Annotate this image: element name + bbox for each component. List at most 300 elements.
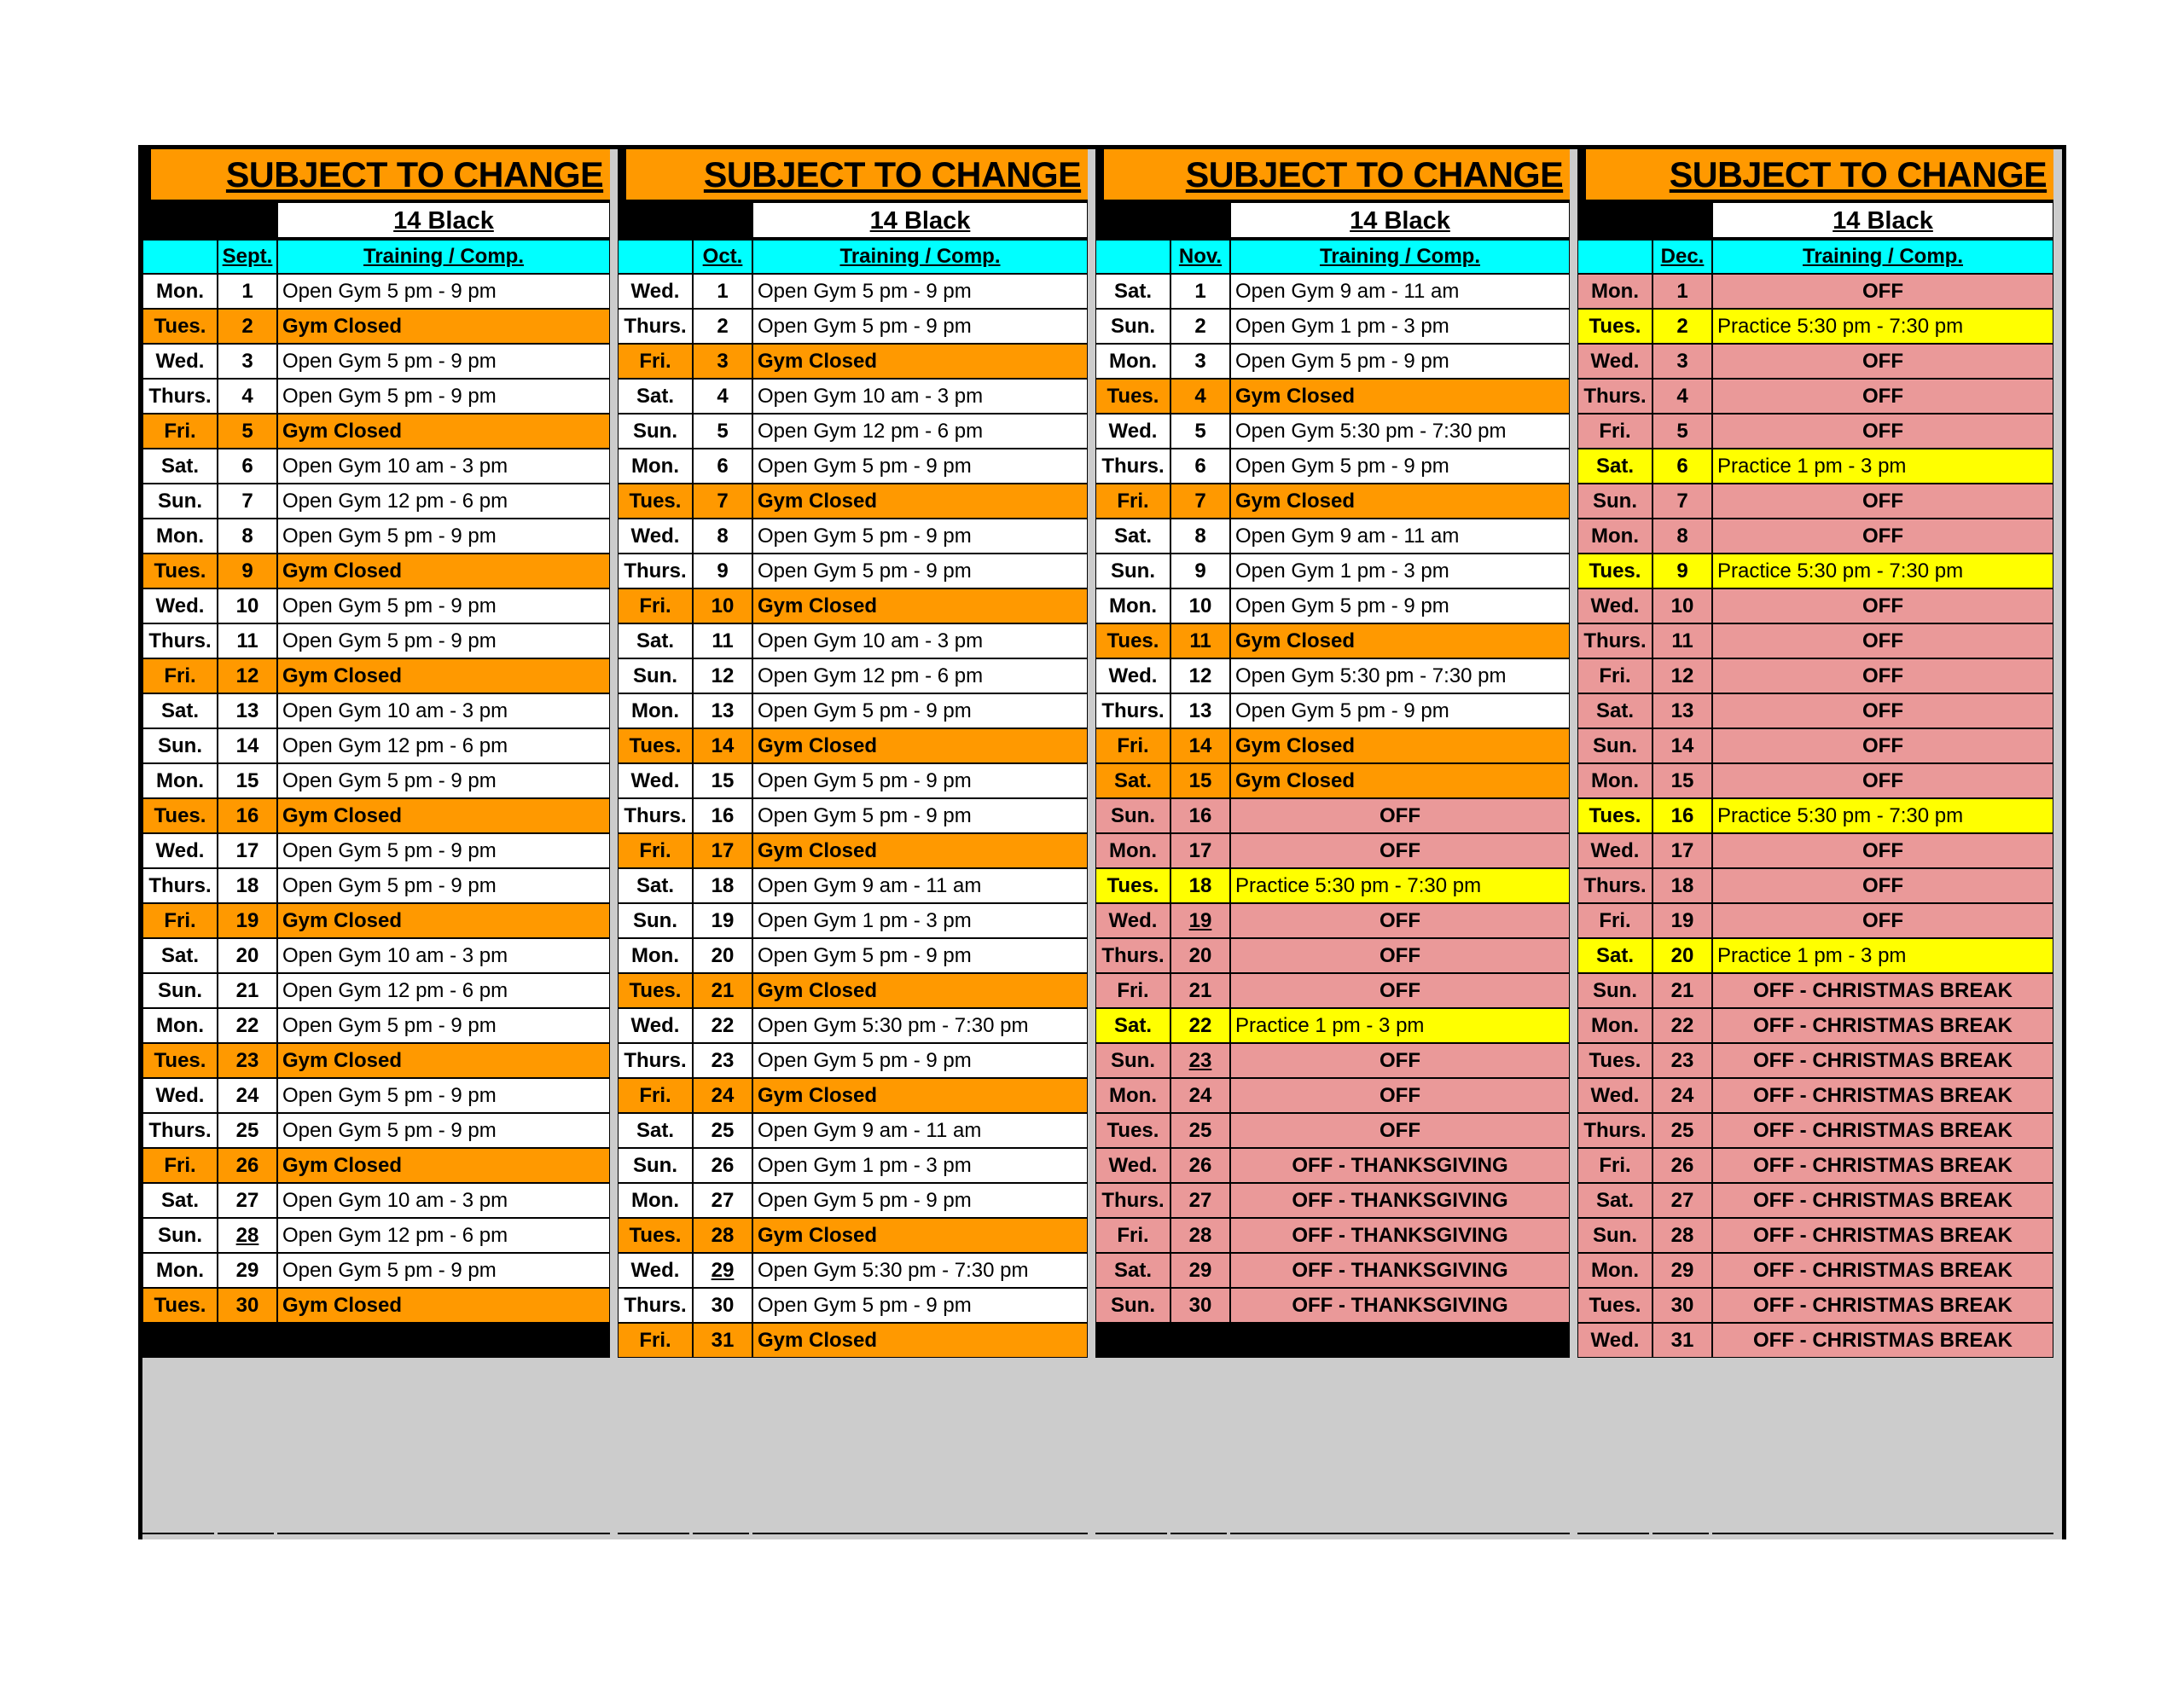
date-cell: 4 <box>693 379 752 414</box>
day-cell: Wed. <box>618 519 693 554</box>
day-cell: Thurs. <box>1577 1113 1653 1148</box>
activity-cell: Open Gym 5:30 pm - 7:30 pm <box>1230 414 1570 449</box>
date-cell: 29 <box>693 1253 752 1288</box>
day-cell: Tues. <box>1095 379 1170 414</box>
table-row <box>1095 414 1570 449</box>
activity-cell: OFF - CHRISTMAS BREAK <box>1712 1113 2053 1148</box>
date-cell: 11 <box>1170 623 1230 658</box>
day-cell: Tues. <box>1577 798 1653 833</box>
day-cell: Mon. <box>142 1253 218 1288</box>
bottom-rule-segment <box>277 1533 610 1534</box>
bottom-rule-segment <box>1653 1533 1709 1534</box>
table-row <box>142 1218 610 1253</box>
table-row <box>1577 623 2053 658</box>
table-row <box>618 658 1088 693</box>
date-cell: 7 <box>1170 484 1230 519</box>
activity-cell: Gym Closed <box>277 798 610 833</box>
table-row <box>142 938 610 973</box>
table-row <box>1577 1253 2053 1288</box>
activity-cell: Gym Closed <box>277 658 610 693</box>
activity-cell: Open Gym 12 pm - 6 pm <box>277 484 610 519</box>
date-cell: 23 <box>693 1043 752 1078</box>
day-cell: Sun. <box>1095 798 1170 833</box>
table-row <box>142 973 610 1008</box>
date-cell: 11 <box>1653 623 1712 658</box>
activity-cell: Open Gym 12 pm - 6 pm <box>277 1218 610 1253</box>
day-cell: Tues. <box>618 973 693 1008</box>
date-cell: 17 <box>693 833 752 868</box>
table-row <box>1095 728 1570 763</box>
table-row <box>1095 309 1570 344</box>
activity-cell: OFF - CHRISTMAS BREAK <box>1712 1043 2053 1078</box>
team-name: 14 Black <box>277 202 610 238</box>
day-cell: Sat. <box>1577 1183 1653 1218</box>
date-cell: 19 <box>1170 903 1230 938</box>
table-row <box>1577 344 2053 379</box>
activity-cell: Open Gym 5 pm - 9 pm <box>277 623 610 658</box>
activity-cell: Gym Closed <box>277 903 610 938</box>
table-row <box>618 1043 1088 1078</box>
day-cell: Sun. <box>618 414 693 449</box>
table-row <box>1577 1043 2053 1078</box>
month-block-oct <box>618 149 1088 1358</box>
table-row <box>1095 623 1570 658</box>
day-cell: Thurs. <box>1577 868 1653 903</box>
day-cell: Mon. <box>618 1183 693 1218</box>
subject-to-change-banner: SUBJECT TO CHANGE <box>1104 149 1570 202</box>
activity-cell: Open Gym 5 pm - 9 pm <box>752 1288 1088 1323</box>
activity-cell: Gym Closed <box>1230 763 1570 798</box>
activity-cell: Gym Closed <box>277 414 610 449</box>
date-cell: 28 <box>1653 1218 1712 1253</box>
date-cell: 30 <box>218 1288 277 1323</box>
table-row <box>1095 1008 1570 1043</box>
date-cell: 30 <box>693 1288 752 1323</box>
day-cell: Sun. <box>142 1218 218 1253</box>
day-cell: Fri. <box>618 1078 693 1113</box>
team-row <box>618 202 1088 240</box>
table-row <box>618 519 1088 554</box>
month-block-sept <box>142 149 610 1358</box>
activity-cell: Open Gym 5 pm - 9 pm <box>752 693 1088 728</box>
table-row <box>618 728 1088 763</box>
bottom-rule-segment <box>142 1533 214 1534</box>
date-cell: 20 <box>693 938 752 973</box>
activity-cell: OFF - CHRISTMAS BREAK <box>1712 1008 2053 1043</box>
table-row <box>1577 763 2053 798</box>
activity-cell: Open Gym 5 pm - 9 pm <box>752 763 1088 798</box>
activity-cell: OFF <box>1230 833 1570 868</box>
table-row <box>1095 1288 1570 1323</box>
month-column-header: Dec. <box>1653 240 1712 274</box>
activity-cell: Open Gym 5 pm - 9 pm <box>752 1043 1088 1078</box>
table-row <box>142 1078 610 1113</box>
activity-cell: Open Gym 5 pm - 9 pm <box>277 588 610 623</box>
table-row <box>618 1218 1088 1253</box>
bottom-rule-segment <box>1170 1533 1227 1534</box>
date-cell: 12 <box>218 658 277 693</box>
activity-cell: OFF - THANKSGIVING <box>1230 1253 1570 1288</box>
table-row <box>1095 379 1570 414</box>
table-row <box>1577 1323 2053 1358</box>
date-cell: 3 <box>1653 344 1712 379</box>
table-row <box>142 1113 610 1148</box>
day-cell: Fri. <box>618 1323 693 1358</box>
date-cell: 3 <box>218 344 277 379</box>
activity-cell: Open Gym 5 pm - 9 pm <box>752 274 1088 309</box>
activity-cell: OFF <box>1230 1078 1570 1113</box>
date-cell: 27 <box>1653 1183 1712 1218</box>
table-row <box>618 1113 1088 1148</box>
column-header-row <box>1577 240 2053 274</box>
table-row <box>1095 833 1570 868</box>
bottom-rule-segment <box>1230 1533 1570 1534</box>
table-row <box>1095 1043 1570 1078</box>
day-cell: Thurs. <box>142 623 218 658</box>
day-cell: Sun. <box>1577 728 1653 763</box>
date-cell: 1 <box>1170 274 1230 309</box>
date-cell: 4 <box>218 379 277 414</box>
activity-cell: OFF <box>1712 344 2053 379</box>
table-row <box>1577 1218 2053 1253</box>
table-row <box>142 1008 610 1043</box>
day-cell: Sat. <box>1577 693 1653 728</box>
subject-to-change-banner: SUBJECT TO CHANGE <box>626 149 1088 202</box>
day-cell: Tues. <box>1095 623 1170 658</box>
activity-cell: Open Gym 5 pm - 9 pm <box>277 1008 610 1043</box>
date-cell: 18 <box>218 868 277 903</box>
activity-cell: OFF - CHRISTMAS BREAK <box>1712 1323 2053 1358</box>
table-row <box>142 1288 610 1323</box>
date-cell: 16 <box>218 798 277 833</box>
table-row <box>618 1008 1088 1043</box>
table-row <box>618 868 1088 903</box>
table-row <box>142 309 610 344</box>
date-cell: 26 <box>1170 1148 1230 1183</box>
activity-cell: Open Gym 5:30 pm - 7:30 pm <box>752 1008 1088 1043</box>
activity-cell: OFF <box>1712 693 2053 728</box>
table-row <box>618 588 1088 623</box>
month-column-header: Nov. <box>1170 240 1230 274</box>
team-row <box>142 202 610 240</box>
date-cell: 3 <box>693 344 752 379</box>
day-cell: Mon. <box>142 1008 218 1043</box>
day-cell: Wed. <box>1577 588 1653 623</box>
day-cell: Tues. <box>1577 309 1653 344</box>
date-cell: 22 <box>1170 1008 1230 1043</box>
day-cell: Thurs. <box>618 1043 693 1078</box>
table-row <box>1095 554 1570 588</box>
activity-cell: OFF - THANKSGIVING <box>1230 1288 1570 1323</box>
activity-cell: Gym Closed <box>277 309 610 344</box>
activity-cell: Open Gym 5 pm - 9 pm <box>752 798 1088 833</box>
table-row <box>1577 903 2053 938</box>
activity-cell: OFF - CHRISTMAS BREAK <box>1712 1253 2053 1288</box>
bottom-rule-lines <box>142 1533 2062 1535</box>
activity-cell: OFF - THANKSGIVING <box>1230 1148 1570 1183</box>
date-cell: 21 <box>218 973 277 1008</box>
activity-cell: Open Gym 10 am - 3 pm <box>277 938 610 973</box>
activity-cell: Gym Closed <box>752 344 1088 379</box>
table-row <box>618 693 1088 728</box>
table-row <box>142 1043 610 1078</box>
day-cell: Wed. <box>1577 1323 1653 1358</box>
day-cell: Fri. <box>1577 1148 1653 1183</box>
activity-cell: Open Gym 5 pm - 9 pm <box>277 833 610 868</box>
date-cell: 31 <box>693 1323 752 1358</box>
day-cell: Thurs. <box>618 1288 693 1323</box>
table-row <box>1577 658 2053 693</box>
date-cell: 8 <box>693 519 752 554</box>
table-row <box>618 1078 1088 1113</box>
activity-cell: Open Gym 5 pm - 9 pm <box>1230 344 1570 379</box>
date-cell: 10 <box>1170 588 1230 623</box>
date-cell: 6 <box>1653 449 1712 484</box>
activity-column-header: Training / Comp. <box>277 240 610 274</box>
table-row <box>618 903 1088 938</box>
activity-cell: Gym Closed <box>277 1288 610 1323</box>
day-cell: Mon. <box>1095 1078 1170 1113</box>
activity-column-header: Training / Comp. <box>752 240 1088 274</box>
table-row <box>1577 414 2053 449</box>
date-cell: 15 <box>218 763 277 798</box>
day-cell: Mon. <box>1577 274 1653 309</box>
day-cell: Fri. <box>142 414 218 449</box>
day-cell: Wed. <box>1095 414 1170 449</box>
table-row <box>1577 1288 2053 1323</box>
month-column-header: Oct. <box>693 240 752 274</box>
date-cell: 27 <box>693 1183 752 1218</box>
day-cell: Mon. <box>618 449 693 484</box>
date-cell: 21 <box>1170 973 1230 1008</box>
activity-cell: OFF - THANKSGIVING <box>1230 1183 1570 1218</box>
table-row <box>618 833 1088 868</box>
date-cell: 7 <box>693 484 752 519</box>
team-row-blank <box>618 202 752 240</box>
activity-cell: OFF <box>1712 833 2053 868</box>
table-row <box>1095 693 1570 728</box>
activity-cell: OFF - THANKSGIVING <box>1230 1218 1570 1253</box>
table-row <box>1577 833 2053 868</box>
date-cell: 17 <box>218 833 277 868</box>
day-cell: Thurs. <box>618 798 693 833</box>
day-cell: Sat. <box>1577 938 1653 973</box>
day-cell: Thurs. <box>1577 623 1653 658</box>
table-row <box>618 1323 1088 1358</box>
day-cell: Tues. <box>142 1288 218 1323</box>
activity-cell: Open Gym 5 pm - 9 pm <box>752 309 1088 344</box>
day-column-header <box>142 240 218 274</box>
day-cell: Tues. <box>618 484 693 519</box>
table-row <box>618 344 1088 379</box>
activity-cell: Open Gym 5 pm - 9 pm <box>277 1113 610 1148</box>
table-row <box>1095 868 1570 903</box>
date-cell: 17 <box>1170 833 1230 868</box>
day-cell: Tues. <box>1577 1043 1653 1078</box>
table-row <box>1577 554 2053 588</box>
team-row-blank <box>1095 202 1230 240</box>
day-cell: Thurs. <box>1095 1183 1170 1218</box>
activity-cell: Gym Closed <box>752 1323 1088 1358</box>
day-cell: Mon. <box>142 274 218 309</box>
day-cell: Sun. <box>1095 309 1170 344</box>
day-cell: Sat. <box>1095 763 1170 798</box>
day-cell: Tues. <box>142 1043 218 1078</box>
date-cell: 8 <box>218 519 277 554</box>
date-cell: 21 <box>1653 973 1712 1008</box>
date-cell: 5 <box>1653 414 1712 449</box>
table-row <box>1577 449 2053 484</box>
activity-cell: Open Gym 5 pm - 9 pm <box>277 868 610 903</box>
date-cell: 16 <box>693 798 752 833</box>
date-cell: 19 <box>1653 903 1712 938</box>
day-column-header <box>1577 240 1653 274</box>
day-cell: Fri. <box>1095 728 1170 763</box>
date-cell: 13 <box>1653 693 1712 728</box>
column-header-row <box>618 240 1088 274</box>
date-cell: 22 <box>693 1008 752 1043</box>
date-cell: 26 <box>693 1148 752 1183</box>
table-row <box>1095 903 1570 938</box>
table-row <box>142 693 610 728</box>
column-header-row <box>1095 240 1570 274</box>
table-row <box>1095 1113 1570 1148</box>
table-row <box>1577 484 2053 519</box>
date-cell: 24 <box>693 1078 752 1113</box>
date-cell: 26 <box>218 1148 277 1183</box>
activity-cell: Open Gym 5 pm - 9 pm <box>752 554 1088 588</box>
table-row <box>142 658 610 693</box>
day-column-header <box>1095 240 1170 274</box>
date-cell: 7 <box>1653 484 1712 519</box>
date-cell: 5 <box>1170 414 1230 449</box>
date-cell: 27 <box>218 1183 277 1218</box>
activity-cell: Open Gym 9 am - 11 am <box>1230 519 1570 554</box>
activity-cell: OFF - CHRISTMAS BREAK <box>1712 1218 2053 1253</box>
day-cell: Wed. <box>1577 344 1653 379</box>
date-cell: 9 <box>218 554 277 588</box>
activity-cell: OFF <box>1230 798 1570 833</box>
activity-cell: Gym Closed <box>277 1043 610 1078</box>
day-cell: Sat. <box>1095 519 1170 554</box>
date-cell: 24 <box>1170 1078 1230 1113</box>
activity-cell: Practice 1 pm - 3 pm <box>1230 1008 1570 1043</box>
subject-to-change-banner: SUBJECT TO CHANGE <box>1586 149 2053 202</box>
table-row <box>1095 588 1570 623</box>
day-cell: Sun. <box>142 973 218 1008</box>
day-cell: Sun. <box>142 728 218 763</box>
activity-cell: Open Gym 5 pm - 9 pm <box>277 274 610 309</box>
day-cell: Thurs. <box>142 868 218 903</box>
table-row <box>142 274 610 309</box>
day-cell: Wed. <box>142 588 218 623</box>
team-row <box>1095 202 1570 240</box>
day-cell: Sat. <box>1095 1008 1170 1043</box>
table-row <box>1095 938 1570 973</box>
date-cell: 23 <box>1170 1043 1230 1078</box>
day-cell: Mon. <box>1095 833 1170 868</box>
date-cell: 23 <box>218 1043 277 1078</box>
date-cell: 13 <box>693 693 752 728</box>
day-cell: Tues. <box>1577 1288 1653 1323</box>
day-cell: Fri. <box>142 658 218 693</box>
day-cell: Wed. <box>1095 658 1170 693</box>
date-cell: 18 <box>1170 868 1230 903</box>
table-row <box>142 554 610 588</box>
activity-cell: Open Gym 12 pm - 6 pm <box>277 973 610 1008</box>
table-row <box>618 763 1088 798</box>
date-cell: 18 <box>693 868 752 903</box>
date-cell: 26 <box>1653 1148 1712 1183</box>
day-cell: Sun. <box>618 658 693 693</box>
activity-cell: Gym Closed <box>752 484 1088 519</box>
activity-column-header: Training / Comp. <box>1230 240 1570 274</box>
activity-cell: OFF <box>1712 414 2053 449</box>
activity-cell: Gym Closed <box>752 1078 1088 1113</box>
date-cell: 8 <box>1170 519 1230 554</box>
table-row <box>142 449 610 484</box>
table-row <box>1577 379 2053 414</box>
day-cell: Thurs. <box>1577 379 1653 414</box>
day-cell: Sun. <box>142 484 218 519</box>
date-cell: 11 <box>693 623 752 658</box>
date-cell: 3 <box>1170 344 1230 379</box>
table-row <box>618 798 1088 833</box>
activity-cell: Open Gym 1 pm - 3 pm <box>1230 554 1570 588</box>
day-cell: Fri. <box>618 833 693 868</box>
activity-cell: OFF <box>1712 588 2053 623</box>
table-row <box>1095 519 1570 554</box>
activity-cell: Open Gym 9 am - 11 am <box>752 1113 1088 1148</box>
table-row <box>1577 309 2053 344</box>
day-cell: Sat. <box>142 449 218 484</box>
date-cell: 6 <box>693 449 752 484</box>
table-row <box>142 728 610 763</box>
month-column-header: Sept. <box>218 240 277 274</box>
activity-cell: OFF <box>1230 973 1570 1008</box>
day-cell: Sun. <box>1577 484 1653 519</box>
day-cell: Thurs. <box>142 1113 218 1148</box>
activity-cell: Open Gym 5 pm - 9 pm <box>1230 693 1570 728</box>
date-cell: 1 <box>218 274 277 309</box>
activity-cell: Open Gym 5 pm - 9 pm <box>752 519 1088 554</box>
date-cell: 22 <box>218 1008 277 1043</box>
date-cell: 18 <box>1653 868 1712 903</box>
day-cell: Sun. <box>1577 1218 1653 1253</box>
day-cell: Tues. <box>1577 554 1653 588</box>
month-block-nov <box>1095 149 1570 1358</box>
activity-cell: Open Gym 10 am - 3 pm <box>752 379 1088 414</box>
date-cell: 10 <box>1653 588 1712 623</box>
table-row <box>142 519 610 554</box>
day-cell: Sun. <box>1095 1043 1170 1078</box>
schedule-sheet <box>138 145 2066 1539</box>
table-row <box>1095 344 1570 379</box>
activity-cell: OFF <box>1712 658 2053 693</box>
table-row <box>618 414 1088 449</box>
day-cell: Tues. <box>142 554 218 588</box>
day-cell: Fri. <box>1577 414 1653 449</box>
date-cell: 24 <box>218 1078 277 1113</box>
table-row <box>1577 973 2053 1008</box>
date-cell: 14 <box>1170 728 1230 763</box>
table-row <box>1577 588 2053 623</box>
bottom-rule-segment <box>1095 1533 1167 1534</box>
bottom-rule-segment <box>218 1533 274 1534</box>
day-cell: Mon. <box>1095 588 1170 623</box>
table-row <box>142 484 610 519</box>
date-cell: 2 <box>1653 309 1712 344</box>
